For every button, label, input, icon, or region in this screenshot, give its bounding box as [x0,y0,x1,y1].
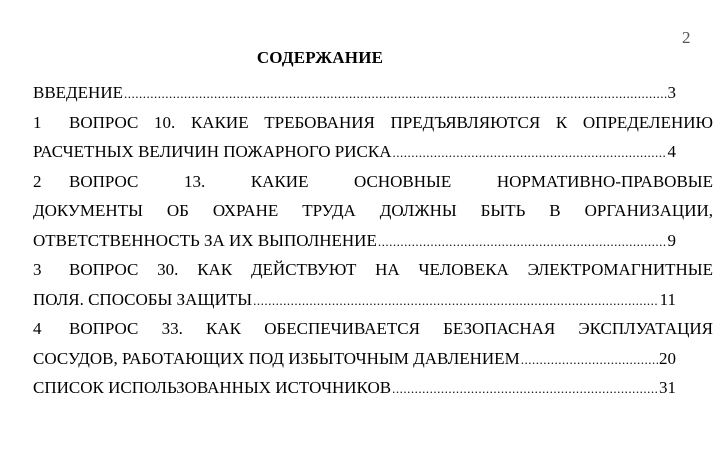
toc-entry-number: 1 [33,112,42,132]
toc-entry-page: 4 [667,142,676,161]
toc-entry-label: ВОПРОС 33. КАК ОБЕСПЕЧИВАЕТСЯ БЕЗОПАСНАЯ ЭКСПЛУАТАЦИЯ [69,319,713,338]
toc-entry-label: ПОЛЯ. СПОСОБЫ ЗАЩИТЫ [33,289,253,309]
toc-entry-3-line-2[interactable] [33,285,676,315]
toc-entry-page: 20 [659,348,676,368]
dot-leader [378,226,667,256]
toc-entry-label: ОТВЕТСТВЕННОСТЬ ЗА ИХ ВЫПОЛНЕНИЕ [33,230,377,250]
toc-entry-label: СОСУДОВ, РАБОТАЮЩИХ ПОД ИЗБЫТОЧНЫМ ДАВЛЕНИЕМ [33,348,520,368]
toc-entry-label: ВОПРОС 30. КАК ДЕЙСТВУЮТ НА ЧЕЛОВЕКА ЭЛЕКТРОМАГНИТНЫЕ [69,260,713,279]
toc-entry-3-line-1[interactable] [33,255,713,285]
toc-entry-4-line-2[interactable] [33,344,676,374]
toc-entry-label: РАСЧЕТНЫХ ВЕЛИЧИН ПОЖАРНОГО РИСКА [33,142,392,161]
toc-entry-1-line-1[interactable] [33,108,713,138]
dot-leader [392,373,658,403]
toc-entry-intro[interactable] [33,78,676,108]
dot-leader [253,285,659,315]
toc-entry-page: 3 [667,83,676,102]
toc-entry-2-line-3[interactable] [33,226,676,256]
toc-entry-number: 3 [33,260,42,279]
toc-entry-label: ВОПРОС 13. КАКИЕ ОСНОВНЫЕ НОРМАТИВНО-ПРАВОВЫЕ [69,171,713,191]
toc-entry-4-line-1[interactable] [33,314,713,344]
toc-entry-2-line-1[interactable] [33,167,713,197]
table-of-contents [33,78,713,403]
dot-leader [393,137,667,167]
toc-entry-label: СПИСОК ИСПОЛЬЗОВАННЫХ ИСТОЧНИКОВ [33,378,392,397]
toc-entry-1-line-2[interactable] [33,137,676,167]
toc-entry-page: 9 [667,230,676,250]
toc-entry-page: 11 [659,289,676,309]
toc-entry-2-line-2[interactable] [33,196,713,226]
toc-entry-references[interactable] [33,373,676,403]
dot-leader [521,344,658,374]
toc-entry-label: ВОПРОС 10. КАКИЕ ТРЕБОВАНИЯ ПРЕДЪЯВЛЯЮТСЯ К ОПРЕДЕЛЕНИЮ [69,112,713,132]
toc-entry-page: 31 [659,378,676,397]
toc-entry-label: ВВЕДЕНИЕ [33,83,123,102]
page-title: СОДЕРЖАНИЕ [256,48,384,67]
toc-entry-label: ДОКУМЕНТЫ ОБ ОХРАНЕ ТРУДА ДОЛЖНЫ БЫТЬ В ОРГАНИЗАЦИИ, [33,201,713,220]
toc-entry-number: 4 [33,319,42,338]
page-number: 2 [682,28,691,47]
dot-leader [124,78,667,108]
toc-entry-number: 2 [33,171,42,191]
